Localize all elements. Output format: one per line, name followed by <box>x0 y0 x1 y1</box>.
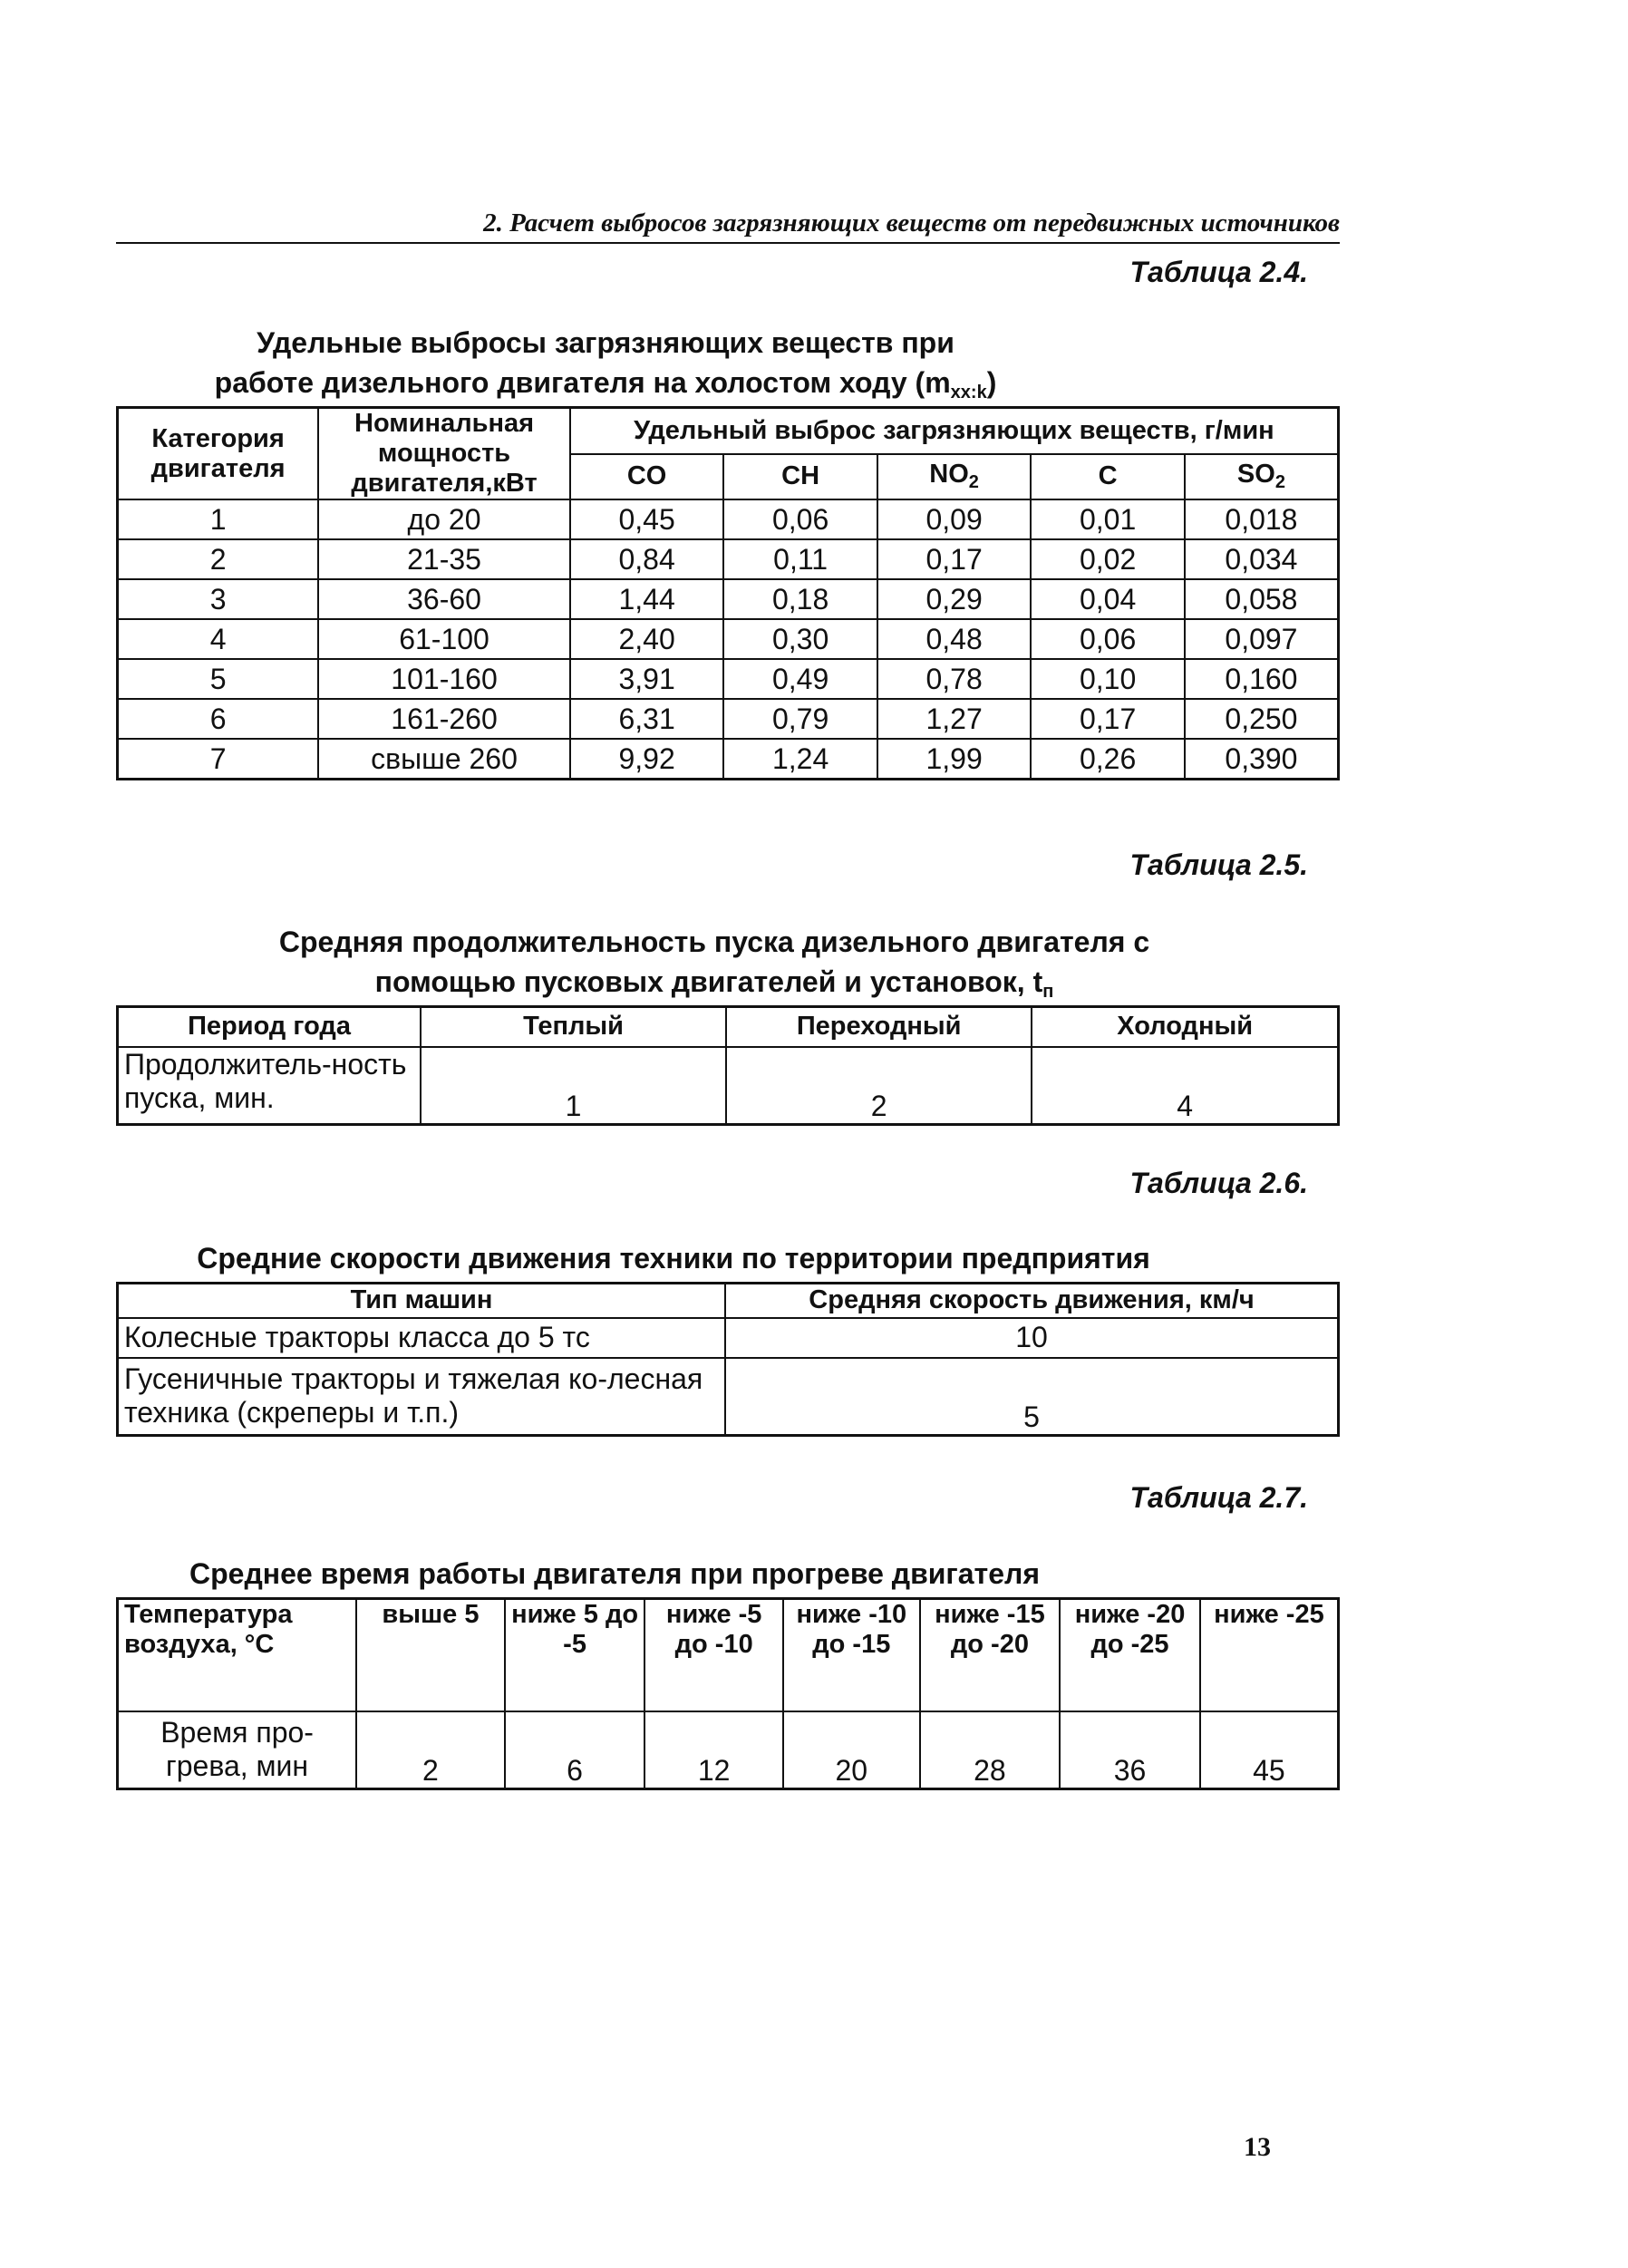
header-warm: Теплый <box>421 1007 726 1047</box>
warmup-time-cell: 45 <box>1200 1711 1339 1789</box>
table-cell: 0,01 <box>1031 499 1185 539</box>
table-cell: 6,31 <box>570 699 724 739</box>
table-2-6-number: Таблица 2.6. <box>1129 1167 1308 1199</box>
table-cell: свыше 260 <box>318 739 570 780</box>
row-tracked-tractors: Гусеничные тракторы и тяжелая ко-лесная техника (скреперы и т.п.) <box>118 1358 726 1436</box>
table-cell: 0,06 <box>1031 619 1185 659</box>
table-2-5 <box>116 1005 1340 1126</box>
table-cell: 61-100 <box>318 619 570 659</box>
cell-wheeled-speed: 10 <box>725 1318 1338 1358</box>
table-cell: 0,04 <box>1031 579 1185 619</box>
table-cell: 2 <box>118 539 319 579</box>
temperature-range-header: ниже -15 до -20 <box>920 1599 1061 1711</box>
table-cell: 1 <box>118 499 319 539</box>
table-cell: 0,17 <box>877 539 1032 579</box>
table-2-4-caption-line2 <box>116 363 1095 412</box>
table-2-6-caption: Средние скорости движения техники по территории предприятия <box>197 1242 1150 1275</box>
table-cell: 0,45 <box>570 499 724 539</box>
table-cell: 1,24 <box>723 739 877 780</box>
table-cell: 9,92 <box>570 739 724 780</box>
warmup-time-cell: 12 <box>644 1711 783 1789</box>
cell-tracked-speed: 5 <box>725 1358 1338 1436</box>
table-cell: 0,84 <box>570 539 724 579</box>
column-header-category: Категория двигателя <box>118 408 319 500</box>
header-period: Период года <box>118 1007 422 1047</box>
table-row <box>118 619 1339 659</box>
table-cell: 0,78 <box>877 659 1032 699</box>
header-cold: Холодный <box>1032 1007 1338 1047</box>
row-label-start-duration: Продолжитель-ность пуска, мин. <box>118 1047 422 1125</box>
table-cell: 0,18 <box>723 579 877 619</box>
table-cell: 0,17 <box>1031 699 1185 739</box>
table-cell: 0,250 <box>1185 699 1339 739</box>
table-cell: 0,06 <box>723 499 877 539</box>
table-cell: 1,27 <box>877 699 1032 739</box>
table-2-4 <box>116 406 1340 780</box>
table-2-4-number: Таблица 2.4. <box>1129 256 1308 288</box>
temperature-range-header: ниже -25 <box>1200 1599 1339 1711</box>
table-cell: 0,48 <box>877 619 1032 659</box>
temperature-range-header: ниже -5 до -10 <box>644 1599 783 1711</box>
table-cell: 0,10 <box>1031 659 1185 699</box>
table-cell: 161-260 <box>318 699 570 739</box>
table-cell: 36-60 <box>318 579 570 619</box>
warmup-time-cell: 20 <box>783 1711 920 1789</box>
column-header-co: CO <box>570 454 724 499</box>
column-header-so2-text: SO <box>1236 460 1275 489</box>
warmup-time-cell: 2 <box>356 1711 505 1789</box>
table-cell: 0,058 <box>1185 579 1339 619</box>
table-2-4-caption-subscript: xx:k <box>950 383 987 402</box>
table-cell: 1,99 <box>877 739 1032 780</box>
column-header-so2 <box>1185 454 1339 499</box>
table-2-5-caption-line2 <box>116 962 1313 1012</box>
table-2-7 <box>116 1597 1340 1790</box>
row-label-warmup-time: Время про-грева, мин <box>118 1711 357 1789</box>
column-header-emission: Удельный выброс загрязняющих веществ, г/мин <box>570 408 1339 454</box>
column-header-c: C <box>1031 454 1185 499</box>
table-cell: до 20 <box>318 499 570 539</box>
no2-subscript: 2 <box>968 472 979 493</box>
table-cell: 0,30 <box>723 619 877 659</box>
cell-cold-value: 4 <box>1032 1047 1338 1125</box>
page-number: 13 <box>1244 2132 1271 2162</box>
temperature-range-header: ниже -20 до -25 <box>1060 1599 1200 1711</box>
table-cell: 21-35 <box>318 539 570 579</box>
table-cell: 0,09 <box>877 499 1032 539</box>
warmup-time-cell: 28 <box>920 1711 1061 1789</box>
table-row <box>118 539 1339 579</box>
table-cell: 1,44 <box>570 579 724 619</box>
table-cell: 0,26 <box>1031 739 1185 780</box>
column-header-power: Номинальная мощность двигателя,кВт <box>318 408 570 500</box>
table-cell: 0,29 <box>877 579 1032 619</box>
row-wheeled-tractors: Колесные тракторы класса до 5 тс <box>118 1318 726 1358</box>
table-cell: 0,79 <box>723 699 877 739</box>
table-row <box>118 579 1339 619</box>
table-2-4-caption-close: ) <box>986 366 997 399</box>
table-2-5-caption-line2-text: помощью пусковых двигателей и установок, t <box>374 965 1043 998</box>
column-header-no2-text: NO <box>929 460 969 489</box>
table-2-5-number: Таблица 2.5. <box>1129 848 1308 881</box>
table-2-6 <box>116 1282 1340 1437</box>
table-2-4-caption-line1: Удельные выбросы загрязняющих веществ при <box>257 326 955 359</box>
table-cell: 4 <box>118 619 319 659</box>
table-cell: 0,49 <box>723 659 877 699</box>
table-cell: 3,91 <box>570 659 724 699</box>
table-cell: 0,018 <box>1185 499 1339 539</box>
table-2-5-caption-line1: Средняя продолжительность пуска дизельного двигателя с <box>278 926 1150 958</box>
cell-transition-value: 2 <box>726 1047 1032 1125</box>
table-2-5-caption-subscript: п <box>1042 982 1054 1002</box>
table-cell: 7 <box>118 739 319 780</box>
temperature-range-header: ниже 5 до -5 <box>505 1599 645 1711</box>
cell-warm-value: 1 <box>421 1047 726 1125</box>
table-row <box>118 699 1339 739</box>
table-2-4-caption <box>116 323 1095 412</box>
table-cell: 0,02 <box>1031 539 1185 579</box>
header-average-speed: Средняя скорость движения, км/ч <box>725 1284 1338 1318</box>
warmup-time-cell: 36 <box>1060 1711 1200 1789</box>
table-cell: 0,160 <box>1185 659 1339 699</box>
table-2-7-caption: Среднее время работы двигателя при прогреве двигателя <box>189 1557 1040 1590</box>
table-cell: 0,11 <box>723 539 877 579</box>
temperature-range-header: ниже -10 до -15 <box>783 1599 920 1711</box>
header-machine-type: Тип машин <box>118 1284 726 1318</box>
table-cell: 2,40 <box>570 619 724 659</box>
header-transition: Переходный <box>726 1007 1032 1047</box>
warmup-time-cell: 6 <box>505 1711 645 1789</box>
table-cell: 0,034 <box>1185 539 1339 579</box>
table-2-7-number: Таблица 2.7. <box>1129 1481 1308 1514</box>
table-row <box>118 659 1339 699</box>
table-2-4-caption-line2-text: работе дизельного двигателя на холостом ходу (m <box>214 366 951 399</box>
table-2-5-caption <box>116 922 1313 1012</box>
table-cell: 3 <box>118 579 319 619</box>
table-row <box>118 499 1339 539</box>
temperature-range-header: выше 5 <box>356 1599 505 1711</box>
table-cell: 101-160 <box>318 659 570 699</box>
table-cell: 5 <box>118 659 319 699</box>
temperature-range-header: Температура воздуха, °С <box>118 1599 357 1711</box>
table-cell: 0,097 <box>1185 619 1339 659</box>
table-row <box>118 739 1339 780</box>
table-cell: 0,390 <box>1185 739 1339 780</box>
column-header-no2 <box>877 454 1032 499</box>
column-header-ch: CH <box>723 454 877 499</box>
so2-subscript: 2 <box>1274 472 1285 493</box>
running-head: 2. Расчет выбросов загрязняющих веществ от передвижных источников <box>116 208 1340 244</box>
table-cell: 6 <box>118 699 319 739</box>
